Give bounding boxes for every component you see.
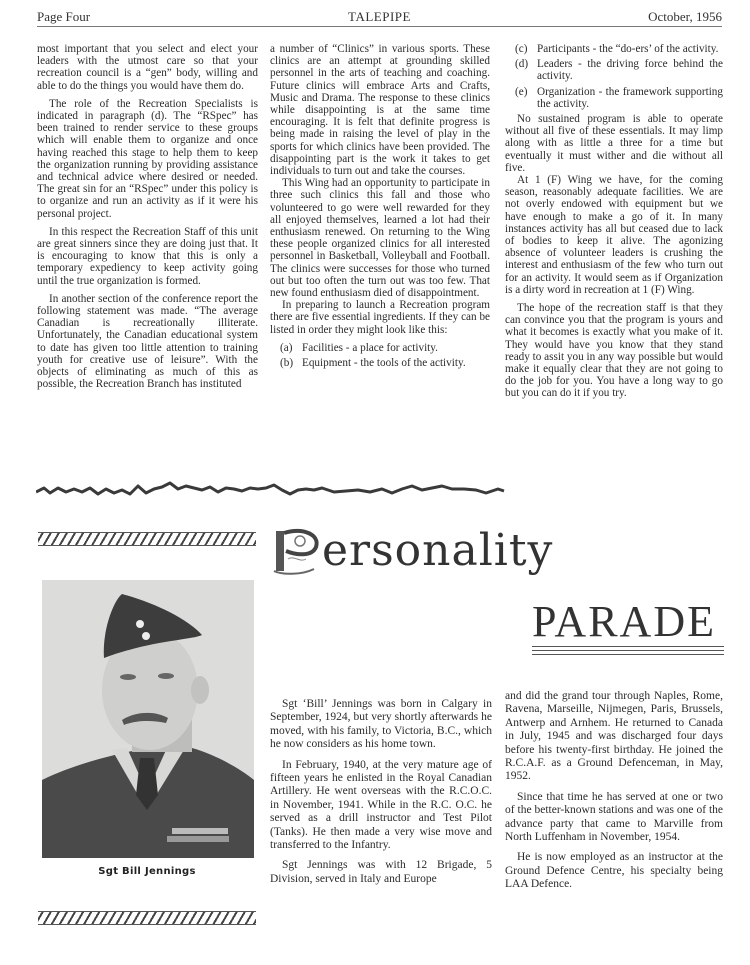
paragraph: a number of “Clinics” in various sports. These clinics are an attempt at grounding skilled personnel in the arts of teaching and coaching. Future clinics will embrace Arts and Crafts, Music and Drama. The response to these clinics while disappointing is at the same time encouraging. It is felt that definite progress is being made in raising the level of play in the sports for which clinics have been provided. The disappointing part is the work it takes to get individuals to turn out and take the courses. <box>270 43 490 178</box>
portrait-illustration <box>42 580 254 858</box>
paragraph: No sustained program is able to operate without all five of these essentials. It may limp along with as little a three for a time but eventually it must wither and die without all five. <box>505 113 723 174</box>
title-underline <box>532 646 724 647</box>
list-item-participants <box>515 43 723 55</box>
feature-title-personality <box>272 525 602 585</box>
publication-title: TALEPIPE <box>348 9 411 24</box>
title-underline <box>532 654 724 655</box>
ornamental-initial-icon <box>272 525 324 577</box>
article-column-1 <box>37 43 258 396</box>
feature-title-parade: PARADE <box>532 597 716 646</box>
list-text: Participants - the “do-ers’ of the activity. <box>537 43 719 55</box>
paragraph: The hope of the recreation staff is that they can convince you that the program is yours and what it becomes is exactly what you make of it. They would have you know that they stand ready to assit you in any way possible but would make it equally clear that they are not going to do the job for you. You have a long way to go but you can do it if you try. <box>505 302 723 400</box>
page-number: Page Four <box>37 9 91 24</box>
list-label: (b) <box>280 357 294 370</box>
running-header <box>37 6 722 27</box>
list-text: Facilities - a place for activity. <box>302 341 438 354</box>
bio-column-2 <box>505 690 723 899</box>
paragraph: The role of the Recreation Specialists is indicated in paragraph (d). The “RSpec” has been trained to render service to these groups which will enable them to organize and once having reached this stage to help them to keep the organization running by providing assistance and technical advice where desired or needed. The great sin for an “RSpec” under this policy is to organize and run an activity as if it were his personal project. <box>37 97 258 220</box>
paragraph: In February, 1940, at the very mature age of fifteen years he enlisted in the Royal Canadian Artillery. He went overseas with the R.C.O.C. in November, 1941. While in the R.C. O.C. he served as a drill instructor and Test Pilot (Tanks). He then made a very wise move and transferred to the Infantry. <box>270 758 492 852</box>
bio-column-1 <box>270 698 492 893</box>
photo-caption: Sgt Bill Jennings <box>98 866 196 877</box>
list-item-equipment <box>280 357 490 369</box>
paragraph: Sgt Jennings was with 12 Brigade, 5 Division, served in Italy and Europe <box>270 859 492 885</box>
list-label: (a) <box>280 341 293 354</box>
list-text: Leaders - the driving force behind the activity. <box>537 58 723 83</box>
list-item-leaders <box>515 58 723 82</box>
paragraph: In this respect the Recreation Staff of this unit are great sinners since they are doing just that. It is encouraging to know that this is only a temporary expediency to keep activity going until the true organization is formed. <box>37 225 258 287</box>
list-label: (e) <box>515 85 528 98</box>
list-item-organization <box>515 86 723 110</box>
decorative-border-bottom <box>38 911 256 925</box>
issue-date: October, 1956 <box>648 9 722 24</box>
paragraph: At 1 (F) Wing we have, for the coming season, reasonably adequate facilities. We are not overly endowed with equipment but we have enough to make a go of it. In many instances activity has all but ceased due to lack of bodies to keep it alive. The agonizing absence of volunteer leaders is crushing the interest and enthusiasm of the few who turn out for an activity. It would seem as if Organization is a dirty word in recreation at 1 (F) Wing. <box>505 174 723 296</box>
paragraph: This Wing had an opportunity to participate in three such clinics this fall and those who volunteered to go were well rewarded for they all enjoyed themselves, learned a lot had their enthusiasm renewed. On returning to the Wing these people organized clinics for all interested personnel in Basketball, Volleyball and Football. The clinics were successes for those who turned out but too often the turn out was too few. That new found enthusiasm died of disappointment. <box>270 177 490 300</box>
list-text: Equipment - the tools of the activity. <box>302 357 466 370</box>
list-text: Organization - the framework supporting the activity. <box>537 85 723 110</box>
wavy-section-divider <box>36 480 506 502</box>
paragraph: most important that you select and elect your leaders with the utmost care so that your recreation council is a “gen” body, willing and able to do the things you would have them do. <box>37 43 258 92</box>
list-item-facilities <box>280 342 490 354</box>
title-word: ersonality <box>322 525 554 576</box>
paragraph: He is now employed as an instructor at the Ground Defence Centre, his specialty being LAA Defence. <box>505 851 723 891</box>
article-column-2 <box>270 43 490 372</box>
paragraph: In preparing to launch a Recreation program there are five essential ingredients. If they can be listed in order they might look like this: <box>270 299 490 336</box>
paragraph: Sgt ‘Bill’ Jennings was born in Calgary in September, 1924, but very shortly afterwards he moved, with his family, to Victoria, B.C., which he now considers as his home town. <box>270 698 492 751</box>
list-label: (c) <box>515 43 528 55</box>
portrait-photo <box>42 580 254 858</box>
decorative-border-top <box>38 532 256 546</box>
article-column-3 <box>505 43 723 406</box>
list-label: (d) <box>515 58 529 71</box>
paragraph: In another section of the conference report the following statement was made. “The average Canadian is recreationally illiterate. Unfortunately, the Canadian educational system to date has given too little attention to training youth for creative use of leisure”. With the objects of eliminating as much of this as possible, the Recreation Branch has instituted <box>37 292 258 391</box>
paragraph: Since that time he has served at one or two of the better-known stations and was one of the advance party that came to Marville from North Luffenham in November, 1954. <box>505 790 723 844</box>
paragraph: and did the grand tour through Naples, Rome, Ravena, Marseille, Nijmegen, Paris, Brussels, Antwerp and Arnhem. He returned to Canada in July, 1945 and was discharged four days before his twenty-first birthday. He joined the R.C.A.F. as a Ground Defenceman, in May, 1952. <box>505 690 723 783</box>
title-underline <box>532 650 724 651</box>
